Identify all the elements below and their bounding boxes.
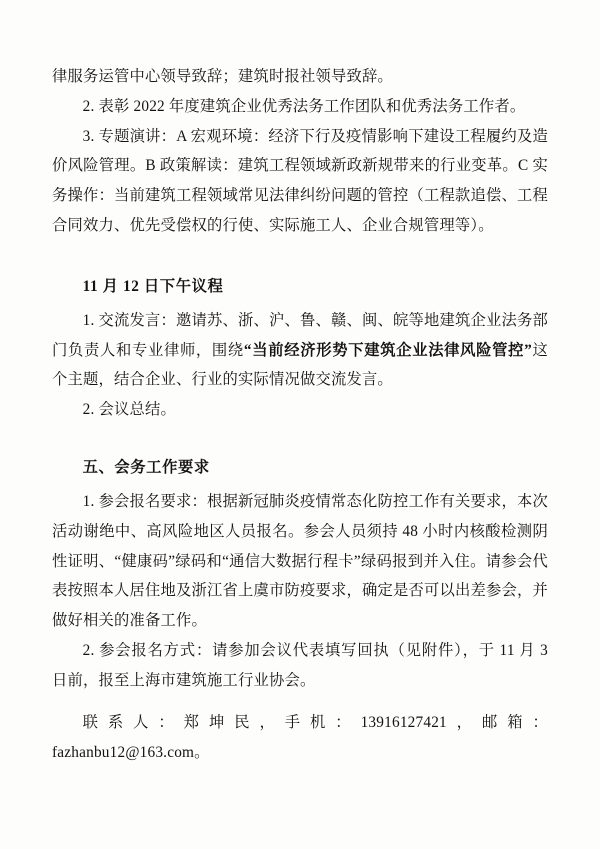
paragraph-awards: 2. 表彰 2022 年度建筑企业优秀法务工作团队和优秀法务工作者。 — [82, 97, 526, 115]
paragraph-continued: 律服务运管中心领导致辞；建筑时报社领导致辞。 — [52, 68, 393, 85]
document-body — [52, 62, 548, 767]
paragraph-meeting-summary: 2. 会议总结。 — [82, 401, 176, 419]
paragraph-registration-requirement: 1. 参会报名要求：根据新冠肺炎疫情常态化防控工作有关要求，本次活动谢绝中、高风险地区人员报名。参会人员须持 48 小时内核酸检测阴性证明、“健康码”绿码和“通信大数据行程卡”绿码报到并入住。请参会代表按照本人居住地及浙江省上虞市防疫要求，确定是否可以出差参会，并做好相关的准备工作。 — [52, 492, 548, 630]
heading-afternoon-agenda: 11 月 12 日下午议程 — [82, 277, 224, 295]
paragraph-registration-method: 2. 参会报名方式：请参加会议代表填写回执（见附件），于 11 月 3 日前，报至上海市建筑施工行业协会。 — [52, 642, 548, 689]
paragraph-exchange-speech — [52, 306, 548, 395]
run-exchange-1: 1. 交流发言：邀请苏、浙、沪、鲁、赣、闽、皖等地建筑企业法务部门负责人和专业律师，围绕 — [52, 311, 548, 359]
run-exchange-3: 这个主题，结合企业、行业的实际情况做交流发言。 — [52, 341, 548, 389]
heading-section-five: 五、会务工作要求 — [82, 459, 210, 477]
spacer-2 — [52, 425, 548, 439]
paragraph-lectures: 3. 专题演讲：A 宏观环境：经济下行及疫情影响下建设工程履约及造价风险管理。B 政策解读：建筑工程领域新政新规带来的行业变革。C 实务操作：当前建筑工程领域常见法律纠纷问题的管控（工程款追偿、工程合同效力、优先受偿权的行使、实际施工人、企业合规管理等）。 — [52, 127, 548, 235]
spacer-1 — [52, 241, 548, 255]
run-exchange-theme: “当前经济形势下建筑企业法律风险管控” — [243, 341, 532, 359]
contact-line: 联系人：郑坤民，手机：13916127421，邮箱：fazhanbu12@163.com。 — [52, 713, 548, 761]
